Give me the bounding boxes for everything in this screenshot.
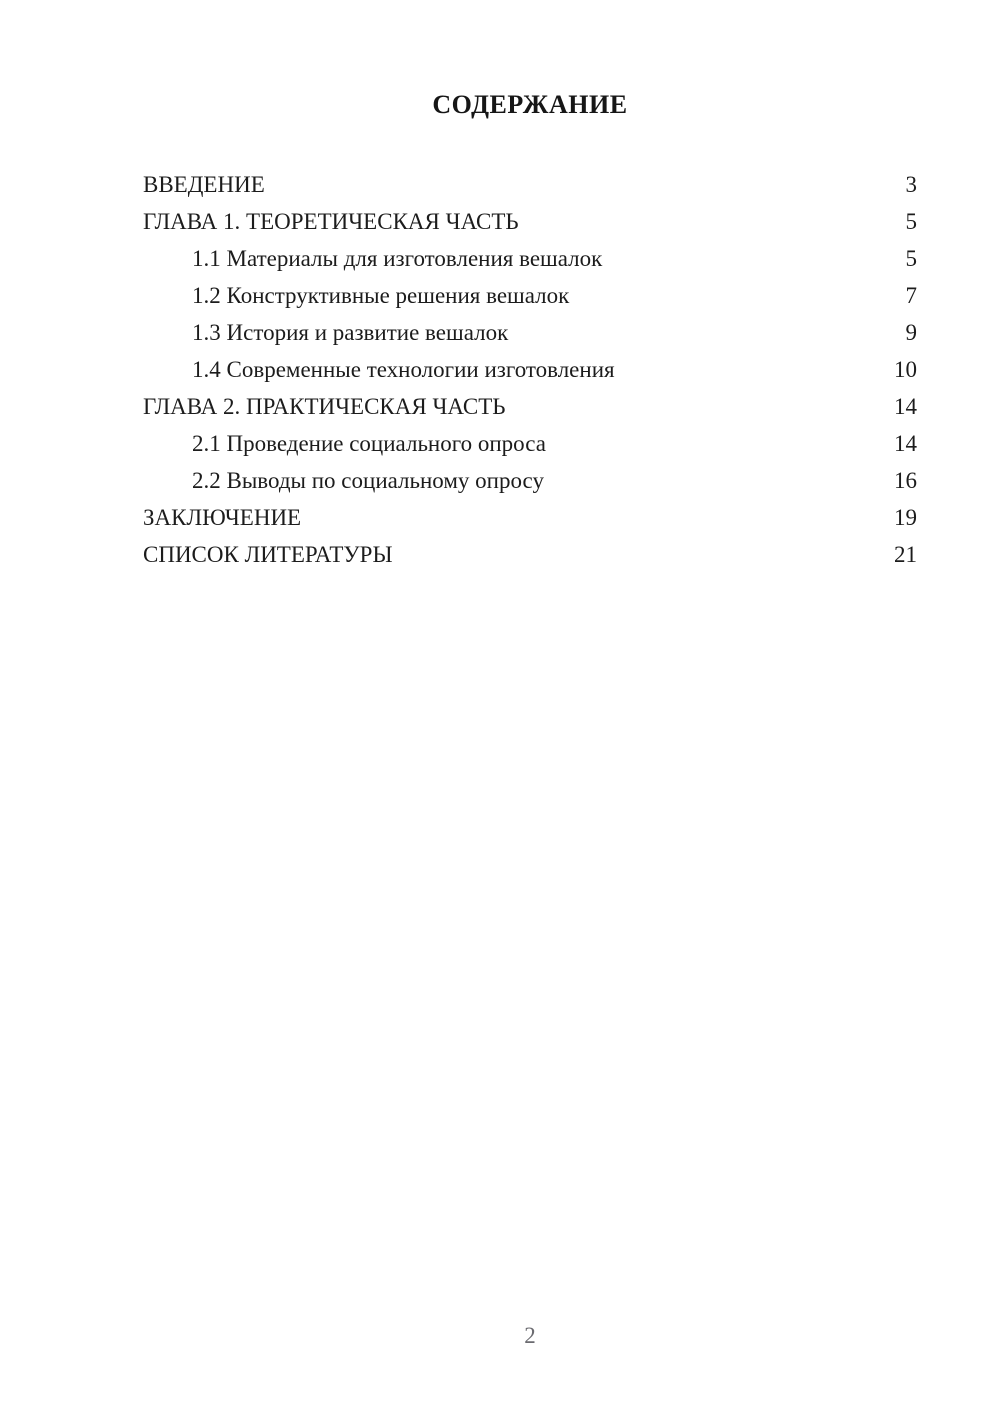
toc-entry-title: 1.2 Конструктивные решения вешалок <box>192 282 570 308</box>
toc-entry <box>143 166 917 203</box>
toc-entry-title: ГЛАВА 1. ТЕОРЕТИЧЕСКАЯ ЧАСТЬ <box>143 208 519 234</box>
toc-entry <box>143 351 917 388</box>
toc-entry <box>143 314 917 351</box>
page-title: СОДЕРЖАНИЕ <box>432 90 628 119</box>
toc-entry-page: 3 <box>905 171 917 197</box>
toc-entry <box>143 462 917 499</box>
toc-entry-title: 2.1 Проведение социального опроса <box>192 430 546 456</box>
toc-entry <box>143 425 917 462</box>
toc-entry-title: 1.4 Современные технологии изготовления <box>192 356 615 382</box>
toc-entry <box>143 536 917 573</box>
toc-entry <box>143 203 917 240</box>
toc-entry-page: 21 <box>894 541 917 567</box>
toc-entry <box>143 277 917 314</box>
toc-entry-page: 14 <box>894 430 917 456</box>
footer-page-number: 2 <box>524 1323 536 1348</box>
toc-entry-page: 9 <box>905 319 917 345</box>
toc-entry-page: 14 <box>894 393 917 419</box>
toc-entry <box>143 388 917 425</box>
toc-entry-page: 10 <box>894 356 917 382</box>
toc-entry-page: 5 <box>905 208 917 234</box>
toc-entry <box>143 499 917 536</box>
toc-entry-title: СПИСОК ЛИТЕРАТУРЫ <box>143 541 393 567</box>
toc-entry-page: 16 <box>894 467 917 493</box>
toc-entry <box>143 240 917 277</box>
toc-entry-title: ЗАКЛЮЧЕНИЕ <box>143 504 302 530</box>
table-of-contents <box>143 166 917 573</box>
toc-entry-title: ВВЕДЕНИЕ <box>143 171 265 197</box>
toc-entry-title: 1.3 История и развитие вешалок <box>192 319 509 345</box>
toc-entry-title: 2.2 Выводы по социальному опросу <box>192 467 544 493</box>
toc-entry-title: ГЛАВА 2. ПРАКТИЧЕСКАЯ ЧАСТЬ <box>143 393 506 419</box>
toc-entry-page: 5 <box>905 245 917 271</box>
toc-entry-page: 19 <box>894 504 917 530</box>
toc-entry-page: 7 <box>905 282 917 308</box>
toc-entry-title: 1.1 Материалы для изготовления вешалок <box>192 245 603 271</box>
